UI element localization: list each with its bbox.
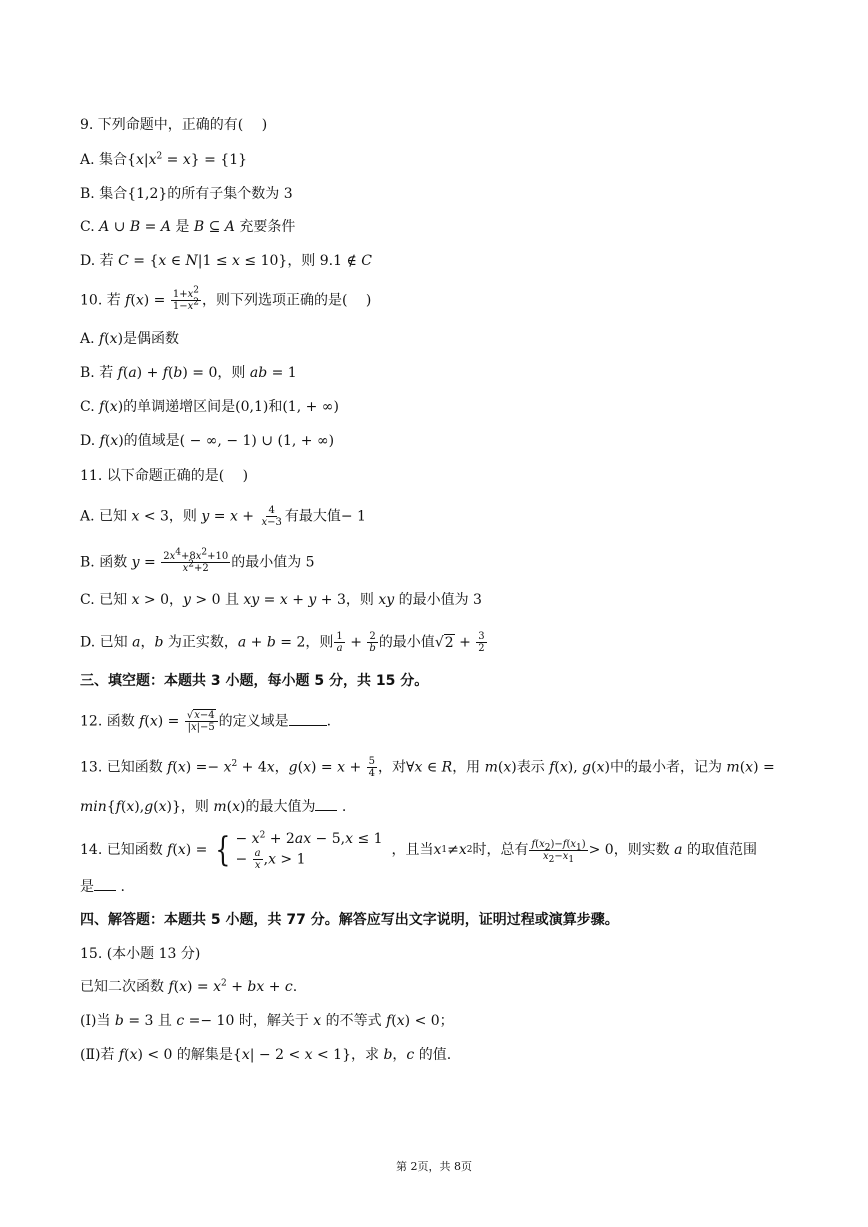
q11-option-d: D. 已知 a，b 为正实数，a + b = 2，则 $\frac{1}{a}$ + $\frac{2}{b}$ 的最小值√2 + $\frac{3}{2}$: [80, 631, 485, 654]
section-3-heading: 三、填空题：本题共 3 小题，每小题 5 分，共 15 分。: [80, 673, 429, 689]
q14-line1: 14. 已知函数 f ( x ) = { − $x^2 + 2ax - 5,x \le 1$ − $\frac{a}{x}$ ,x > 1 ，且当 x 1 ≠ x 2 时，总有 $\frac{f(x2)-f(x1)}{x2-x1}$ > 0 ，则实数 a 的取值范围: [80, 829, 757, 871]
q9-option-a: A. 集合$\{x|x^2 = x\} = \{1\}$: [80, 151, 248, 168]
page-footer: 第 2页，共 8页: [396, 1160, 472, 1173]
q15-part-1: (Ⅰ)当 b = 3 且 c =− 10 时，解关于 x 的不等式 f(x) < 0；: [80, 1013, 454, 1029]
q10-option-b: B. 若 f(a) + f(b) = 0，则 ab = 1: [80, 365, 297, 381]
q9-option-c: C. A ∪ B = A 是 B ⊆ A 充要条件: [80, 219, 296, 235]
q10-option-a: A. f(x)是偶函数: [80, 331, 180, 347]
section-4-heading: 四、解答题：本题共 5 小题，共 77 分。解答应写出文字说明，证明过程或演算步骤。: [80, 912, 619, 928]
q9-option-d: D. 若 C = {x ∈ N|1 ≤ x ≤ 10}，则 9.1 ∉ C: [80, 253, 373, 269]
q11-option-c: C. 已知 x > 0，y > 0 且 xy = x + y + 3，则 xy 的最小值为 3: [80, 592, 482, 608]
q10-option-d: D. f(x)的值域是( − ∞, − 1) ∪ (1, + ∞): [80, 433, 335, 449]
q10-stem: 10. 若 f(x) = $\frac{1+x2}{1-x2}$ ，则下列选项正确的是( ): [80, 285, 372, 312]
q11-option-a: A. 已知 x < 3，则 y = x + $\frac{4}{x-3}$ 有最大值− 1: [80, 505, 366, 528]
q11-stem: 11. 以下命题正确的是( ): [80, 468, 249, 484]
q15-given: 已知二次函数 $f(x) = x^2$ + bx + c.: [80, 978, 298, 995]
q15-stem: 15. (本小题 13 分): [80, 946, 201, 962]
q13-line2: min{f(x),g(x)}，则 m(x)的最大值为 .: [80, 796, 346, 817]
q12: 12. 函数 f(x) = $\frac{√x-4}{|x|-5}$ 的定义域是 .: [80, 710, 332, 733]
q13-line1: 13. 已知函数 $f(x) =- x^2 + 4x$，g(x) = x + $\frac{5}{4}$ ，对∀x ∈ R，用 m(x)表示 f(x), g(x)中的最小者，记为 m(x) =: [80, 756, 775, 779]
q15-part-2: (Ⅱ)若 f(x) < 0 的解集是{x| − 2 < x < 1}，求 b，c 的值.: [80, 1047, 452, 1063]
q11-option-b: B. 函数 y = $\frac{2x4+8x2+10}{x2+2}$ 的最小值为 5: [80, 547, 315, 574]
q9-option-b: B. 集合{1,2}的所有子集个数为 3: [80, 186, 293, 202]
q10-option-c: C. f(x)的单调递增区间是(0,1)和(1, + ∞): [80, 399, 339, 415]
q9-stem: 9. 下列命题中，正确的有( ): [80, 117, 268, 133]
q14-line2: 是 .: [80, 876, 125, 897]
